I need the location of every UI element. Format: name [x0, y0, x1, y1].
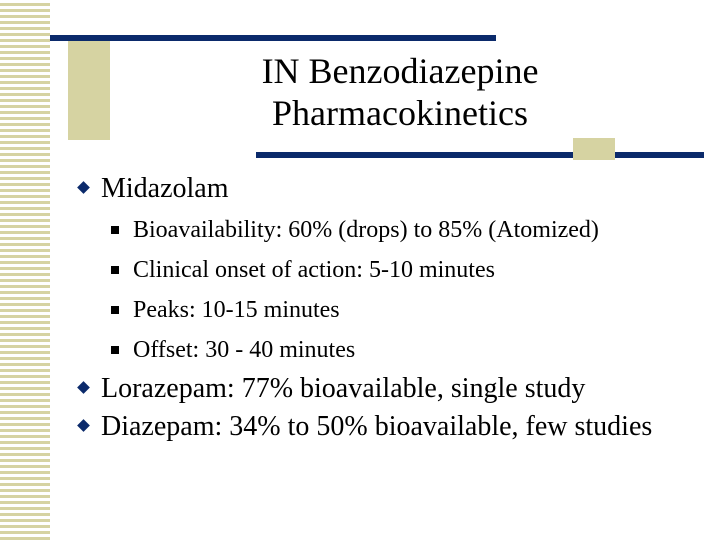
decoration-line-top [50, 35, 496, 41]
bullet-text: Midazolam [101, 173, 229, 204]
bullet-text: Diazepam: 34% to 50% bioavailable, few studies [101, 411, 653, 442]
decoration-block-left [68, 40, 110, 140]
striped-decoration-column [0, 0, 50, 540]
subbullet-bioavailability [75, 210, 705, 250]
slide-content [75, 170, 705, 446]
bullet-text: Lorazepam: 77% bioavailable, single study [101, 373, 586, 404]
bullet-diazepam [75, 408, 705, 446]
subbullet-offset [75, 330, 705, 370]
bullet-midazolam [75, 170, 705, 208]
subbullet-peaks [75, 290, 705, 330]
decoration-block-right [573, 138, 615, 160]
bullet-lorazepam [75, 370, 705, 408]
subbullet-text: Bioavailability: 60% (drops) to 85% (Atomized) [133, 217, 599, 243]
slide-title [200, 50, 600, 134]
subbullet-text: Clinical onset of action: 5-10 minutes [133, 257, 495, 283]
midazolam-subitems [75, 210, 705, 370]
diamond-bullet-icon [77, 381, 90, 394]
square-bullet-icon [111, 346, 119, 354]
slide-title-line-2: Pharmacokinetics [272, 93, 528, 133]
square-bullet-icon [111, 266, 119, 274]
subbullet-text: Offset: 30 - 40 minutes [133, 337, 356, 363]
square-bullet-icon [111, 306, 119, 314]
diamond-bullet-icon [77, 419, 90, 432]
square-bullet-icon [111, 226, 119, 234]
decoration-line-bottom [256, 152, 704, 158]
subbullet-text: Peaks: 10-15 minutes [133, 297, 340, 323]
slide-title-line-1: IN Benzodiazepine [261, 51, 539, 91]
subbullet-onset [75, 250, 705, 290]
diamond-bullet-icon [77, 181, 90, 194]
